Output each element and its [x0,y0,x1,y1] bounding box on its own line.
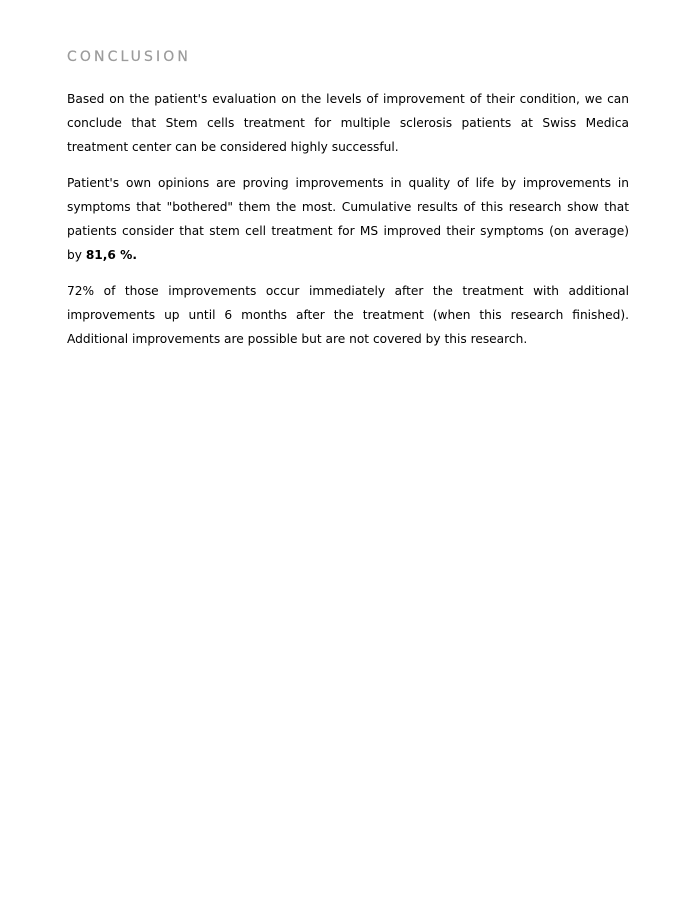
paragraph-timing: 72% of those improvements occur immediately after the treatment with additional improvements up until 6 months after the treatment (when this research finished). Additional improvements are possible but are not covered by this research. [67,284,629,346]
conclusion-body [67,87,629,363]
paragraph-evaluation: Based on the patient's evaluation on the levels of improvement of their condition, we can conclude that Stem cells treatment for multiple sclerosis patients at Swiss Medica treatment center can be considered highly successful. [67,92,629,154]
paragraph-opinions [67,171,629,267]
section-heading: CONCLUSION [67,49,191,65]
paragraph-opinions-text: Patient's own opinions are proving improvements in quality of life by improvements in symptoms that "bothered" them the most. Cumulative results of this research show that patients consider that stem cell treatment for MS improved their symptoms (on average) by [67,176,629,262]
improvement-percentage: 81,6 %. [85,248,137,262]
